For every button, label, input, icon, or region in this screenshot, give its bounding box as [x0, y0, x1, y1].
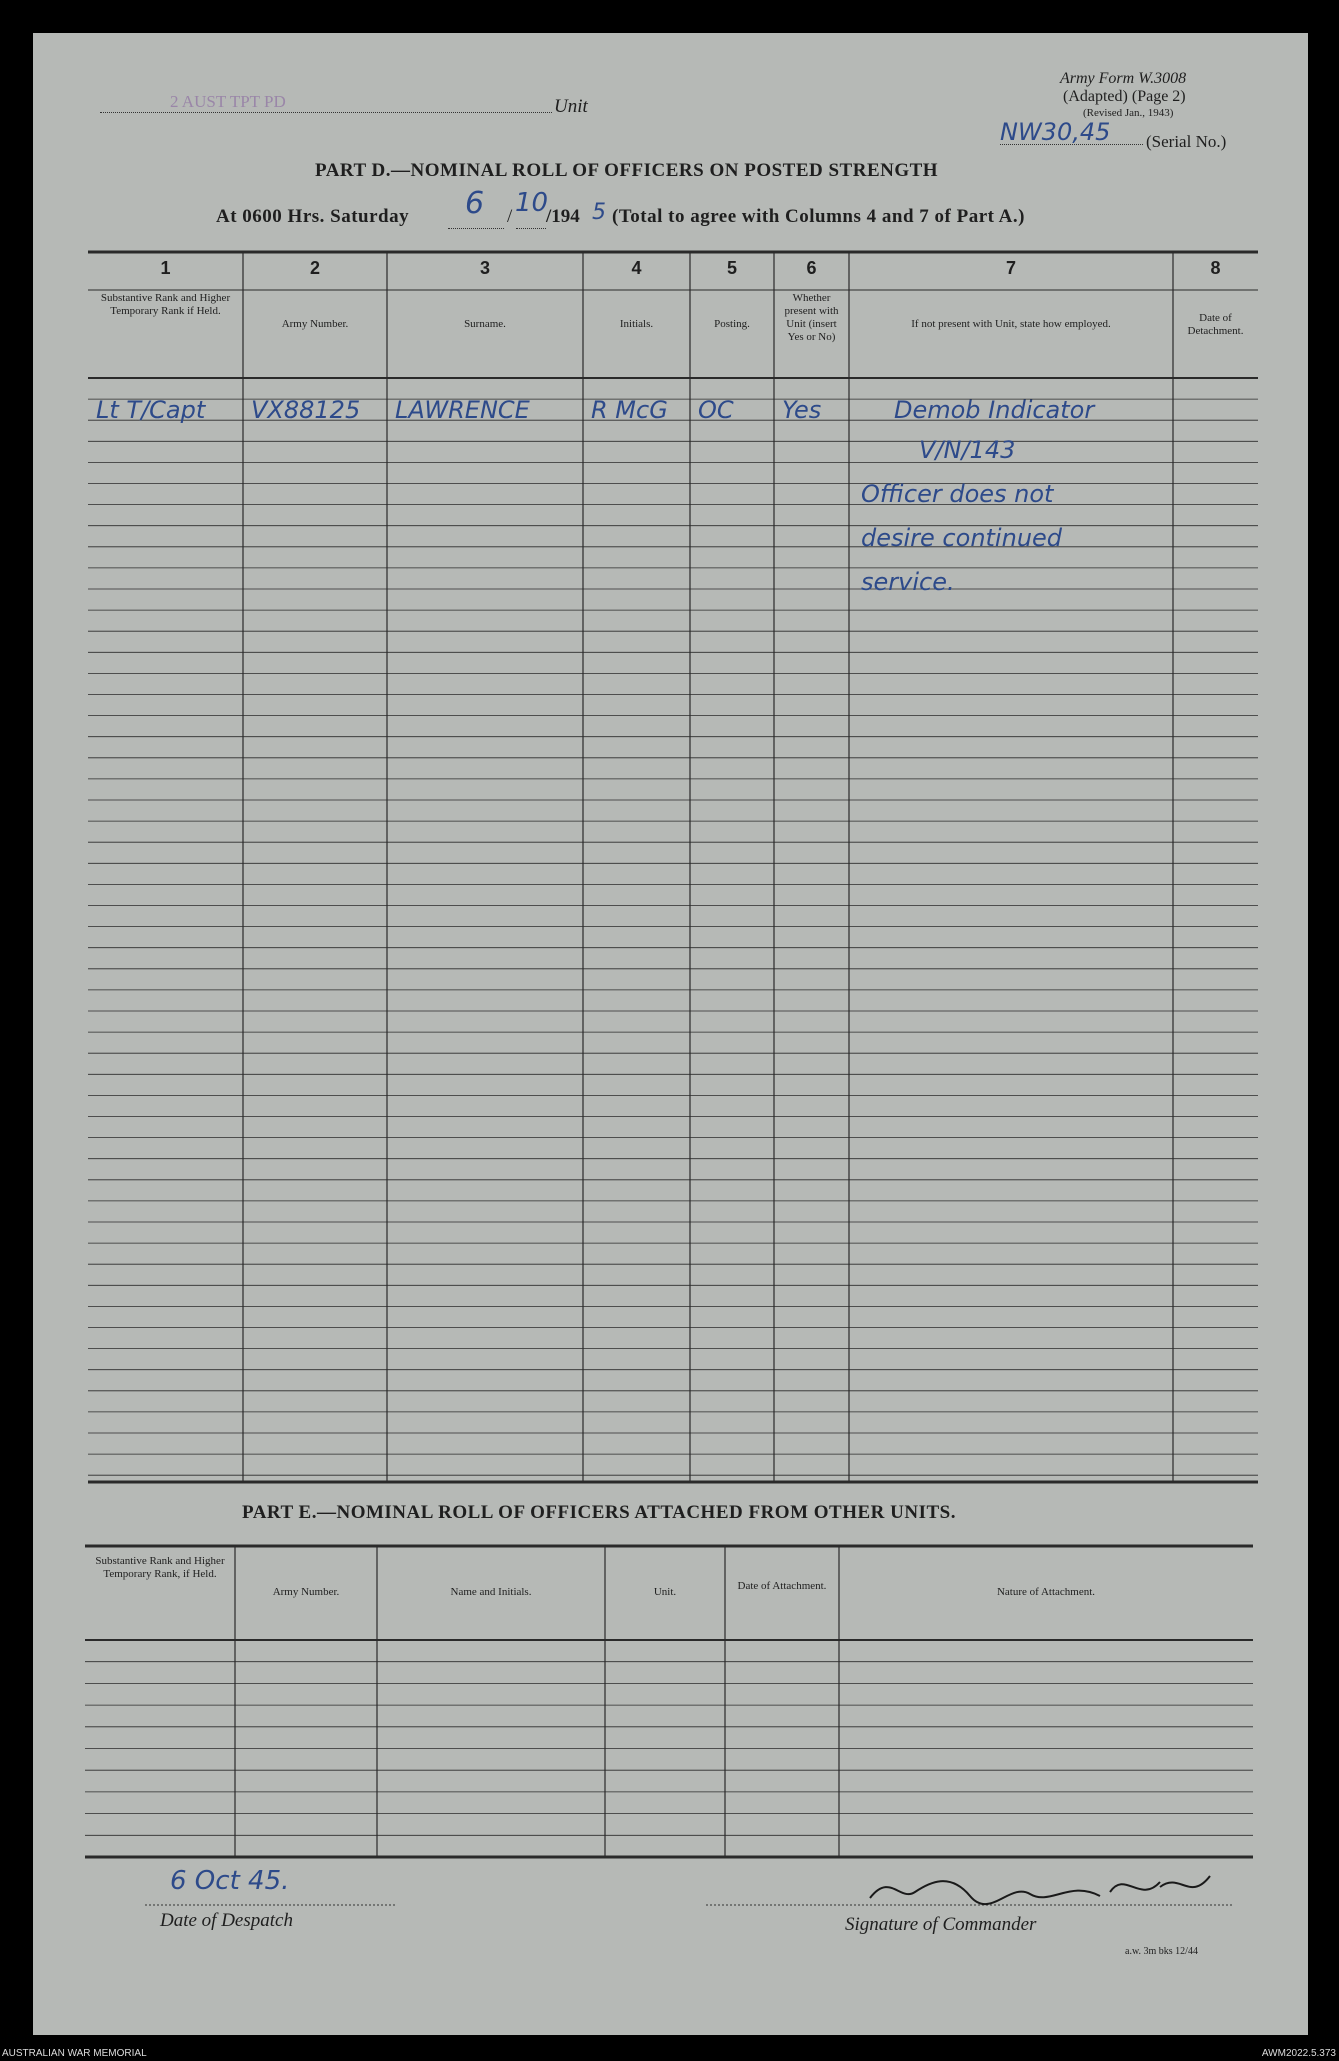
date-sep-1: / [507, 206, 513, 227]
form-revised: (Revised Jan., 1943) [1083, 107, 1174, 119]
archive-footer [0, 2046, 1339, 2061]
signature-label: Signature of Commander [845, 1914, 1037, 1935]
archive-name: AUSTRALIAN WAR MEMORIAL [2, 2048, 147, 2059]
column-header: Surname. [464, 318, 506, 330]
column-header: Date of Detachment. [1187, 312, 1244, 337]
day-value: 6 [465, 186, 485, 221]
column-number: 2 [309, 258, 320, 278]
employment-note: service. [861, 568, 955, 596]
despatch-date-value: 6 Oct 45. [170, 1866, 290, 1896]
column-header: Nature of Attachment. [996, 1586, 1096, 1598]
year-suffix: 5 [592, 200, 606, 225]
column-header: Substantive Rank and Higher Temporary Rank if Held. [100, 292, 231, 317]
column-number: 5 [726, 258, 737, 278]
month-value: 10 [515, 188, 549, 218]
column-number: 8 [1210, 258, 1221, 278]
column-number: 6 [806, 258, 817, 278]
column-number: 1 [160, 258, 171, 278]
part-d-title: PART D.—NOMINAL ROLL OF OFFICERS ON POSTED STRENGTH [315, 160, 939, 181]
entry-rank: Lt T/Capt [96, 396, 206, 424]
employment-note: Officer does not [861, 480, 1054, 508]
column-number: 7 [1005, 258, 1016, 278]
column-header: Whether present with Unit (insert Yes or No) [784, 292, 839, 343]
commander-signature [860, 1862, 1240, 1912]
part-e-title: PART E.—NOMINAL ROLL OF OFFICERS ATTACHED FROM OTHER UNITS. [242, 1502, 956, 1523]
column-header: If not present with Unit, state how employed. [911, 318, 1111, 330]
entry-employed: Demob Indicator [894, 396, 1095, 424]
column-number: 4 [631, 258, 642, 278]
employment-note: desire continued [861, 524, 1063, 552]
unit-label: Unit [554, 96, 588, 117]
archive-id: AWM2022.5.373 [1261, 2048, 1336, 2059]
unit-stamp: 2 AUST TPT PD [170, 92, 286, 111]
serial-label: (Serial No.) [1146, 132, 1227, 151]
entry-initials: R McG [591, 396, 668, 424]
print-code: a.w. 3m bks 12/44 [1125, 1946, 1198, 1957]
despatch-date-label: Date of Despatch [160, 1910, 293, 1931]
column-header: Army Number. [281, 318, 349, 330]
column-header: Initials. [619, 318, 654, 330]
entry-posting: OC [698, 396, 734, 424]
employment-note: V/N/143 [919, 436, 1016, 464]
entry-present: Yes [782, 396, 822, 424]
column-number: 3 [479, 258, 490, 278]
column-header: Name and Initials. [450, 1586, 532, 1598]
column-header: Date of Attachment. [737, 1580, 827, 1592]
column-header: Posting. [714, 318, 750, 330]
strength-date-prefix: At 0600 Hrs. Saturday [216, 206, 410, 227]
column-header: Substantive Rank and Higher Temporary Rank, if Held. [95, 1555, 225, 1580]
entry-surname: LAWRENCE [395, 396, 530, 424]
serial-number-value: NW30,45 [1000, 118, 1111, 146]
form-adapted: (Adapted) (Page 2) [1063, 88, 1186, 105]
column-header: Unit. [653, 1586, 677, 1598]
entry-number: VX88125 [251, 396, 361, 424]
column-header: Army Number. [272, 1586, 340, 1598]
form-number: Army Form W.3008 [1060, 70, 1187, 87]
total-note: (Total to agree with Columns 4 and 7 of Part A.) [612, 206, 1025, 227]
year-prefix: /194 [546, 206, 580, 227]
